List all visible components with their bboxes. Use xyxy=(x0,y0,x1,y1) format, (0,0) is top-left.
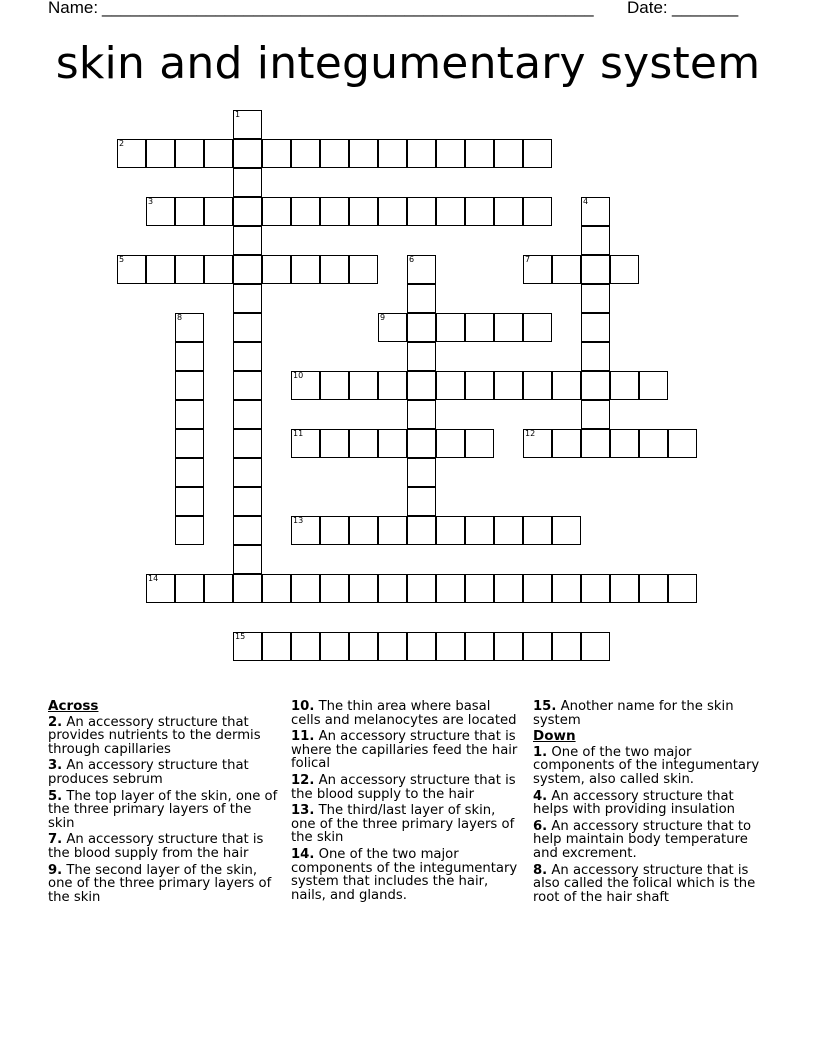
clue-num: 1. xyxy=(533,744,548,760)
grid-cell[interactable] xyxy=(233,371,262,400)
clue-text: An accessory structure that is the blood supply to the hair xyxy=(291,772,516,802)
clue-num: 10. xyxy=(291,699,315,714)
grid-cell[interactable] xyxy=(233,110,262,139)
grid-cell[interactable] xyxy=(552,371,581,400)
clue-number: 9 xyxy=(380,313,386,322)
grid-cell[interactable] xyxy=(581,400,610,429)
grid-cell[interactable] xyxy=(407,632,436,661)
grid-cell[interactable] xyxy=(320,197,349,226)
grid-cell[interactable] xyxy=(349,197,378,226)
grid-cell[interactable] xyxy=(175,516,204,545)
date-label: Date: xyxy=(627,0,668,17)
grid-cell[interactable] xyxy=(320,574,349,603)
grid-cell[interactable] xyxy=(407,255,436,284)
grid-cell[interactable] xyxy=(349,632,378,661)
grid-cell[interactable] xyxy=(465,574,494,603)
clue-text: An accessory structure that helps with providing insulation xyxy=(533,788,735,818)
clue-number: 11 xyxy=(293,429,304,438)
grid-cell[interactable] xyxy=(233,429,262,458)
grid-cell[interactable] xyxy=(436,574,465,603)
grid-cell[interactable] xyxy=(436,516,465,545)
grid-cell[interactable] xyxy=(610,255,639,284)
grid-cell[interactable] xyxy=(610,371,639,400)
clue-number: 15 xyxy=(235,632,246,641)
down-heading: Down xyxy=(533,728,576,745)
grid-cell[interactable] xyxy=(407,371,436,400)
grid-cell[interactable] xyxy=(233,516,262,545)
grid-cell[interactable] xyxy=(436,371,465,400)
grid-cell[interactable] xyxy=(349,371,378,400)
grid-cell[interactable] xyxy=(436,139,465,168)
clue-text: An accessory structure that produces sebrum xyxy=(48,758,249,787)
grid-cell[interactable] xyxy=(523,197,552,226)
grid-cell[interactable] xyxy=(291,139,320,168)
grid-cell[interactable] xyxy=(523,371,552,400)
grid-cell[interactable] xyxy=(233,458,262,487)
grid-cell[interactable] xyxy=(407,574,436,603)
grid-cell[interactable] xyxy=(117,139,146,168)
clue-text: Another name for the skin system xyxy=(533,699,734,728)
grid-cell[interactable] xyxy=(523,516,552,545)
grid-cell[interactable] xyxy=(407,197,436,226)
across-clue xyxy=(291,730,521,771)
clue-number: 13 xyxy=(293,516,304,525)
clue-number: 12 xyxy=(525,429,536,438)
clue-number: 3 xyxy=(148,197,154,206)
grid-cell[interactable] xyxy=(407,284,436,313)
grid-cell[interactable] xyxy=(552,632,581,661)
grid-cell[interactable] xyxy=(291,516,320,545)
across-clue xyxy=(291,700,521,727)
clue-number: 10 xyxy=(293,371,304,380)
clue-num: 11. xyxy=(291,729,315,745)
grid-cell[interactable] xyxy=(204,255,233,284)
clue-number: 5 xyxy=(119,255,125,264)
grid-cell[interactable] xyxy=(465,516,494,545)
clue-number: 4 xyxy=(583,197,589,206)
grid-cell[interactable] xyxy=(291,429,320,458)
grid-cell[interactable] xyxy=(581,574,610,603)
grid-cell[interactable] xyxy=(407,458,436,487)
clue-number: 1 xyxy=(235,110,241,119)
grid-cell[interactable] xyxy=(407,342,436,371)
grid-cell[interactable] xyxy=(175,574,204,603)
clue-text: The third/last layer of skin, one of the three primary layers of the skin xyxy=(291,803,515,846)
clue-num: 2. xyxy=(48,714,63,730)
grid-cell[interactable] xyxy=(407,429,436,458)
grid-cell[interactable] xyxy=(291,632,320,661)
grid-cell[interactable] xyxy=(523,429,552,458)
down-clue xyxy=(533,820,763,861)
date-field[interactable]: _______ xyxy=(672,0,739,17)
clue-num: 4. xyxy=(533,788,548,804)
clue-number: 8 xyxy=(177,313,183,322)
grid-cell[interactable] xyxy=(552,255,581,284)
grid-cell[interactable] xyxy=(349,429,378,458)
grid-cell[interactable] xyxy=(378,313,407,342)
clue-num: 9. xyxy=(48,862,63,878)
grid-cell[interactable] xyxy=(146,139,175,168)
clue-num: 5. xyxy=(48,788,63,804)
grid-cell[interactable] xyxy=(407,487,436,516)
clue-text: The thin area where basal cells and melanocytes are located xyxy=(291,699,517,728)
grid-cell[interactable] xyxy=(233,168,262,197)
across-clue xyxy=(48,716,278,757)
grid-cell[interactable] xyxy=(262,139,291,168)
across-clue xyxy=(291,804,521,845)
grid-cell[interactable] xyxy=(378,371,407,400)
across-clue xyxy=(291,848,521,902)
clue-text: The top layer of the skin, one of the three primary layers of the skin xyxy=(48,788,278,831)
clue-number: 7 xyxy=(525,255,531,264)
grid-cell[interactable] xyxy=(494,313,523,342)
grid-cell[interactable] xyxy=(262,574,291,603)
grid-cell[interactable] xyxy=(349,574,378,603)
grid-cell[interactable] xyxy=(204,197,233,226)
grid-cell[interactable] xyxy=(465,371,494,400)
clue-number: 2 xyxy=(119,139,125,148)
grid-cell[interactable] xyxy=(262,197,291,226)
grid-cell[interactable] xyxy=(552,574,581,603)
grid-cell[interactable] xyxy=(320,516,349,545)
clue-number: 6 xyxy=(409,255,415,264)
across-clue xyxy=(48,864,278,905)
grid-cell[interactable] xyxy=(175,429,204,458)
grid-cell[interactable] xyxy=(117,255,146,284)
grid-cell[interactable] xyxy=(581,342,610,371)
grid-cell[interactable] xyxy=(175,342,204,371)
grid-cell[interactable] xyxy=(349,516,378,545)
grid-cell[interactable] xyxy=(581,197,610,226)
clue-text: An accessory structure that to help maintain body temperature and excrement. xyxy=(533,818,752,861)
across-clue xyxy=(291,774,521,801)
grid-cell[interactable] xyxy=(291,574,320,603)
grid-cell[interactable] xyxy=(378,139,407,168)
clues-column-2 xyxy=(291,700,521,905)
clue-num: 15. xyxy=(533,699,557,714)
grid-cell[interactable] xyxy=(146,255,175,284)
down-clue xyxy=(533,746,763,787)
grid-cell[interactable] xyxy=(610,429,639,458)
grid-cell[interactable] xyxy=(407,139,436,168)
grid-cell[interactable] xyxy=(378,574,407,603)
grid-cell[interactable] xyxy=(465,197,494,226)
grid-cell[interactable] xyxy=(436,429,465,458)
grid-cell[interactable] xyxy=(581,632,610,661)
grid-cell[interactable] xyxy=(175,197,204,226)
grid-cell[interactable] xyxy=(581,284,610,313)
grid-cell[interactable] xyxy=(581,429,610,458)
grid-cell[interactable] xyxy=(465,632,494,661)
grid-cell[interactable] xyxy=(349,255,378,284)
grid-cell[interactable] xyxy=(233,226,262,255)
clues-column-3 xyxy=(533,700,763,907)
grid-cell[interactable] xyxy=(291,371,320,400)
clue-text: One of the two major components of the integumentary system that includes the hair, nails, and glands. xyxy=(291,846,518,903)
grid-cell[interactable] xyxy=(581,226,610,255)
clue-num: 12. xyxy=(291,772,315,788)
grid-cell[interactable] xyxy=(581,313,610,342)
grid-cell[interactable] xyxy=(291,197,320,226)
grid-cell[interactable] xyxy=(494,516,523,545)
grid-cell[interactable] xyxy=(378,429,407,458)
grid-cell[interactable] xyxy=(494,139,523,168)
grid-cell[interactable] xyxy=(233,284,262,313)
grid-cell[interactable] xyxy=(349,139,378,168)
grid-cell[interactable] xyxy=(320,255,349,284)
down-clue xyxy=(533,864,763,905)
grid-cell[interactable] xyxy=(175,255,204,284)
grid-cell[interactable] xyxy=(639,429,668,458)
grid-cell[interactable] xyxy=(233,487,262,516)
grid-cell[interactable] xyxy=(175,487,204,516)
grid-cell[interactable] xyxy=(378,516,407,545)
grid-cell[interactable] xyxy=(523,139,552,168)
grid-cell[interactable] xyxy=(465,313,494,342)
grid-cell[interactable] xyxy=(523,255,552,284)
grid-cell[interactable] xyxy=(581,255,610,284)
grid-cell[interactable] xyxy=(668,429,697,458)
grid-cell[interactable] xyxy=(523,313,552,342)
across-clue xyxy=(533,700,763,727)
grid-cell[interactable] xyxy=(378,632,407,661)
clue-text: One of the two major components of the integumentary system, also called skin. xyxy=(533,744,760,787)
grid-cell[interactable] xyxy=(233,400,262,429)
grid-cell[interactable] xyxy=(233,255,262,284)
clue-num: 14. xyxy=(291,846,315,862)
grid-cell[interactable] xyxy=(320,632,349,661)
grid-cell[interactable] xyxy=(465,139,494,168)
grid-cell[interactable] xyxy=(262,632,291,661)
grid-cell[interactable] xyxy=(233,197,262,226)
clues-column-1 xyxy=(48,700,278,907)
across-clue xyxy=(48,790,278,831)
grid-cell[interactable] xyxy=(494,632,523,661)
grid-cell[interactable] xyxy=(407,516,436,545)
clue-text: An accessory structure that is also called the folical which is the root of the hair shaft xyxy=(533,862,756,905)
grid-cell[interactable] xyxy=(262,255,291,284)
grid-cell[interactable] xyxy=(639,574,668,603)
grid-cell[interactable] xyxy=(233,342,262,371)
grid-cell[interactable] xyxy=(639,371,668,400)
grid-cell[interactable] xyxy=(610,574,639,603)
down-clue xyxy=(533,790,763,817)
grid-cell[interactable] xyxy=(233,574,262,603)
clue-text: An accessory structure that is the blood supply from the hair xyxy=(48,832,264,861)
grid-cell[interactable] xyxy=(436,632,465,661)
across-heading: Across xyxy=(48,698,99,714)
grid-cell[interactable] xyxy=(581,371,610,400)
grid-cell[interactable] xyxy=(175,313,204,342)
name-label: Name: xyxy=(48,0,99,17)
grid-cell[interactable] xyxy=(204,574,233,603)
clue-text: The second layer of the skin, one of the three primary layers of the skin xyxy=(48,862,272,905)
grid-cell[interactable] xyxy=(175,139,204,168)
grid-cell[interactable] xyxy=(175,371,204,400)
clue-num: 7. xyxy=(48,832,63,848)
across-clue xyxy=(48,833,278,860)
grid-cell[interactable] xyxy=(668,574,697,603)
grid-cell[interactable] xyxy=(552,429,581,458)
clue-text: An accessory structure that provides nutrients to the dermis through capillaries xyxy=(48,714,261,757)
grid-cell[interactable] xyxy=(175,400,204,429)
grid-cell[interactable] xyxy=(523,574,552,603)
grid-cell[interactable] xyxy=(204,139,233,168)
clue-text: An accessory structure that is where the capillaries feed the hair folical xyxy=(291,729,518,772)
grid-cell[interactable] xyxy=(146,574,175,603)
grid-cell[interactable] xyxy=(320,139,349,168)
grid-cell[interactable] xyxy=(494,197,523,226)
page-title: skin and integumentary system xyxy=(55,38,761,89)
grid-cell[interactable] xyxy=(523,632,552,661)
grid-cell[interactable] xyxy=(436,313,465,342)
grid-cell[interactable] xyxy=(465,429,494,458)
grid-cell[interactable] xyxy=(407,313,436,342)
clue-num: 3. xyxy=(48,758,63,774)
grid-cell[interactable] xyxy=(233,313,262,342)
grid-cell[interactable] xyxy=(436,197,465,226)
across-clue xyxy=(48,759,278,786)
name-field[interactable]: ____________________________________________________ xyxy=(102,0,594,17)
grid-cell[interactable] xyxy=(494,371,523,400)
clue-num: 13. xyxy=(291,803,315,819)
grid-cell[interactable] xyxy=(233,139,262,168)
grid-cell[interactable] xyxy=(320,371,349,400)
grid-cell[interactable] xyxy=(233,632,262,661)
grid-cell[interactable] xyxy=(552,516,581,545)
grid-cell[interactable] xyxy=(291,255,320,284)
grid-cell[interactable] xyxy=(233,545,262,574)
clue-num: 6. xyxy=(533,818,548,834)
clue-num: 8. xyxy=(533,862,548,878)
grid-cell[interactable] xyxy=(378,197,407,226)
grid-cell[interactable] xyxy=(175,458,204,487)
clue-number: 14 xyxy=(148,574,159,583)
grid-cell[interactable] xyxy=(494,574,523,603)
grid-cell[interactable] xyxy=(146,197,175,226)
grid-cell[interactable] xyxy=(320,429,349,458)
grid-cell[interactable] xyxy=(407,400,436,429)
